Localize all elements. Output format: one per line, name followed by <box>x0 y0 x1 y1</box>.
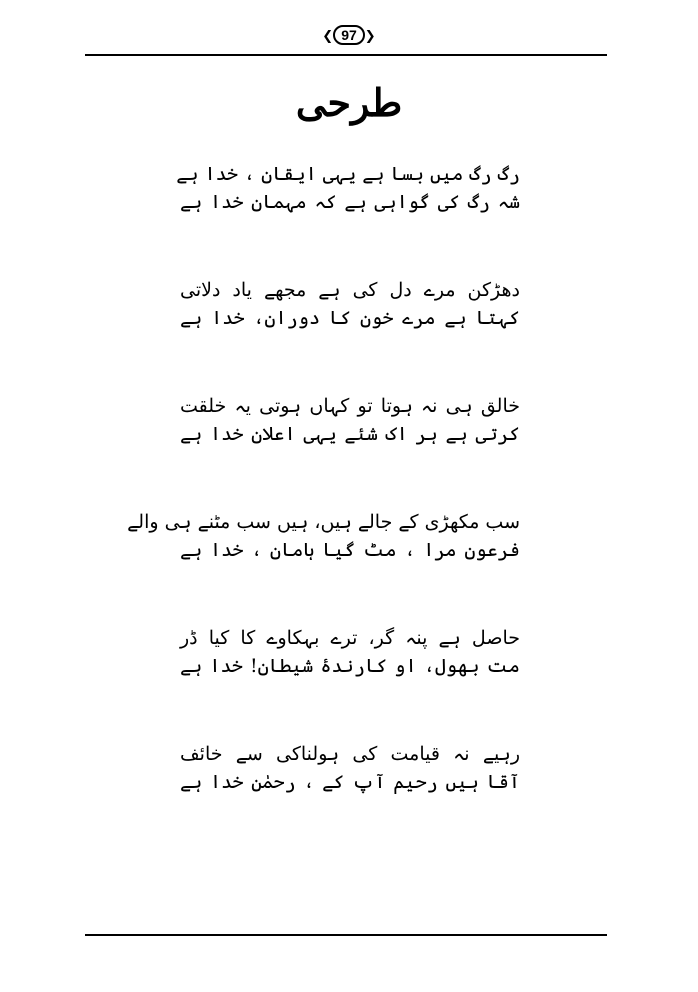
verse-line: مت بھول، او کارندۂ شیطان! خدا ہے <box>180 655 520 677</box>
stanza-6 <box>180 740 520 796</box>
stanza-2 <box>180 276 520 332</box>
ornament-right-icon: ❯ <box>364 29 376 44</box>
verse-line: کہتا ہے مرے خون کا دوران، خدا ہے <box>180 307 520 329</box>
page-number-value: 97 <box>333 25 365 45</box>
verse-line: آقا ہیں رحیم آپ کے ، رحمٰن خدا ہے <box>180 771 520 793</box>
verse-line: شہ رگ کی گواہی ہے کہ مہمان خدا ہے <box>180 191 520 213</box>
verse-line: فرعون مرا ، مٹ گیا ہامان ، خدا ہے <box>180 539 520 561</box>
ornament-left-icon: ❮ <box>322 29 334 44</box>
verse-line: خالق ہی نہ ہوتا تو کہاں ہوتی یہ خلقت <box>180 395 520 417</box>
verse-line: حاصل ہے پنہ گر، ترے بہکاوے کا کیا ڈر <box>180 627 520 649</box>
verse-line: دھڑکن مرے دل کی ہے مجھے یاد دلاتی <box>180 279 520 301</box>
verse-line: سب مکھڑی کے جالے ہیں، ہیں سب مٹنے ہی والے <box>127 511 520 533</box>
poem-body <box>127 160 520 856</box>
stanza-3 <box>180 392 520 448</box>
footer-rule <box>85 934 607 936</box>
verse-line: کرتی ہے ہر اک شئے یہی اعلان خدا ہے <box>180 423 520 445</box>
verse-line: رگ رگ میں بسا ہے یہی ایقان ، خدا ہے <box>176 163 520 185</box>
header-rule <box>85 54 607 56</box>
stanza-5 <box>180 624 520 680</box>
poem-title: طرحی <box>295 80 403 125</box>
stanza-1 <box>176 160 520 216</box>
stanza-4 <box>127 508 520 564</box>
page-number <box>0 25 698 45</box>
verse-line: رہیے نہ قیامت کی ہولناکی سے خائف <box>180 743 520 765</box>
